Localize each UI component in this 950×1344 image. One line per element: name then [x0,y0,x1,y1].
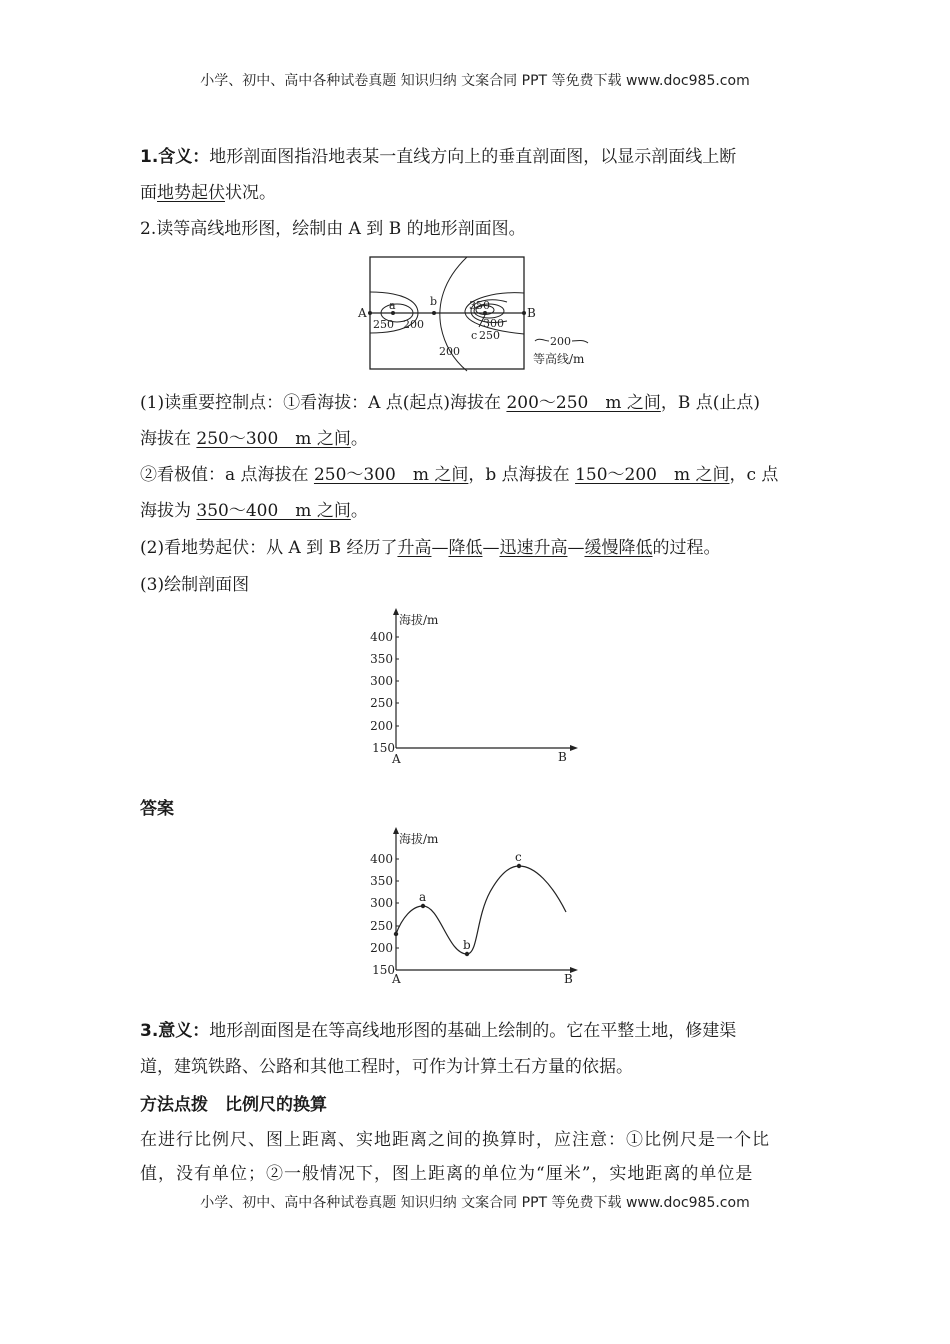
p3-text: (2)看地势起伏：从 A 到 B 经历了 [140,538,398,558]
svg-text:250: 250 [373,318,394,331]
point-a-label: a [389,299,396,312]
svg-text:b: b [463,938,471,952]
p2-text: ，b 点海拔在 [468,465,576,485]
svg-text:a: a [419,890,427,904]
trend-1: 升高 [397,538,432,558]
svg-text:B: B [558,750,567,764]
point-A-label: A [358,306,367,320]
svg-text:B: B [564,972,573,986]
answer-blank-A: 200～250 m 之间 [506,393,661,413]
page-header-banner: 小学、初中、高中各种试卷真题 知识归纳 文案合同 PPT 等免费下载 www.doc985.com [200,73,750,89]
svg-text:250: 250 [370,919,393,933]
svg-text:200: 200 [403,318,424,331]
answer-label: 答案 [140,799,174,819]
p2-line1 [140,463,820,487]
svg-text:350: 350 [370,652,393,666]
section1-underlined: 地势起伏 [157,183,225,203]
svg-text:200: 200 [370,941,393,955]
answer-blank-c: 350～400 m 之间 [196,501,351,521]
point-c-label: c [471,329,478,342]
dash: — [431,538,449,558]
p2-line2 [140,499,820,523]
answer-blank-B: 250～300 m 之间 [196,429,351,449]
section1-text2a: 面 [140,183,157,203]
svg-text:A: A [392,972,401,986]
method-line1: 在进行比例尺、图上距离、实地距离之间的换算时，应注意：①比例尺是一个比 [140,1130,770,1150]
section3-label: 3.意义： [140,1021,210,1041]
trend-2: 降低 [448,538,483,558]
blank-profile-chart [360,605,590,770]
section1-line1 [140,145,820,169]
dash: — [567,538,585,558]
svg-text:200: 200 [439,345,460,358]
svg-text:400: 400 [370,630,393,644]
p2-text: ②看极值：a 点海拔在 [140,465,314,485]
contour-map-figure [355,255,605,373]
p3-line [140,536,820,560]
p1-text: 。 [350,429,368,449]
point-b-label: b [430,295,438,308]
p1-text: ，B 点(止点) [660,393,761,413]
page-footer-banner: 小学、初中、高中各种试卷真题 知识归纳 文案合同 PPT 等免费下载 www.doc985.com [200,1195,750,1211]
svg-text:300: 300 [483,317,504,330]
y-axis-label: 海拔/m [399,613,439,627]
answer-blank-b: 150～200 m 之间 [575,465,730,485]
svg-text:200: 200 [370,719,393,733]
section3-line1 [140,1019,820,1043]
section3-text1: 地形剖面图是在等高线地形图的基础上绘制的。它在平整土地，修建渠 [209,1021,737,1041]
svg-text:350: 350 [469,299,490,312]
method-line2: 值，没有单位；②一般情况下，图上距离的单位为“厘米”，实地距离的单位是 [140,1164,754,1184]
svg-text:c: c [515,850,522,864]
svg-text:A: A [392,752,401,766]
trend-3: 迅速升高 [499,538,568,558]
dash: — [482,538,500,558]
answer-profile-chart [360,822,590,990]
section1-text2b: 状况。 [225,183,276,203]
p1-text: (1)读重要控制点：①看海拔：A 点(起点)海拔在 [140,393,507,413]
section3-line2: 道，建筑铁路、公路和其他工程时，可作为计算土石方量的依据。 [140,1057,633,1077]
svg-text:150: 150 [372,963,395,977]
section1-text1: 地形剖面图指沿地表某一直线方向上的垂直剖面图，以显示剖面线上断 [209,147,737,167]
svg-text:300: 300 [370,674,393,688]
method-title: 方法点拨 比例尺的换算 [140,1095,327,1115]
p3-text: 的过程。 [652,538,721,558]
svg-text:400: 400 [370,852,393,866]
section2-title: 2.读等高线地形图，绘制由 A 到 B 的地形剖面图。 [140,219,526,239]
p1-line2 [140,427,820,451]
section1-line2 [140,181,820,205]
p2-text: 海拔为 [140,501,197,521]
legend-label: 等高线/m [533,352,585,366]
y-axis-label: 海拔/m [399,832,439,846]
p2-text: ，c 点 [729,465,779,485]
section1-label: 1.含义： [140,147,210,167]
svg-text:300: 300 [370,896,393,910]
svg-text:150: 150 [372,741,395,755]
legend-value: 200 [550,335,571,348]
profile-curve [396,866,566,954]
svg-text:250: 250 [479,329,500,342]
point-B-label: B [527,306,536,320]
p2-text: 。 [350,501,368,521]
p1-text: 海拔在 [140,429,197,449]
answer-blank-a: 250～300 m 之间 [313,465,469,485]
p1-line1 [140,391,820,415]
svg-text:350: 350 [370,874,393,888]
p4-line: (3)绘制剖面图 [140,575,250,595]
trend-4: 缓慢降低 [584,538,653,558]
svg-text:250: 250 [370,696,393,710]
